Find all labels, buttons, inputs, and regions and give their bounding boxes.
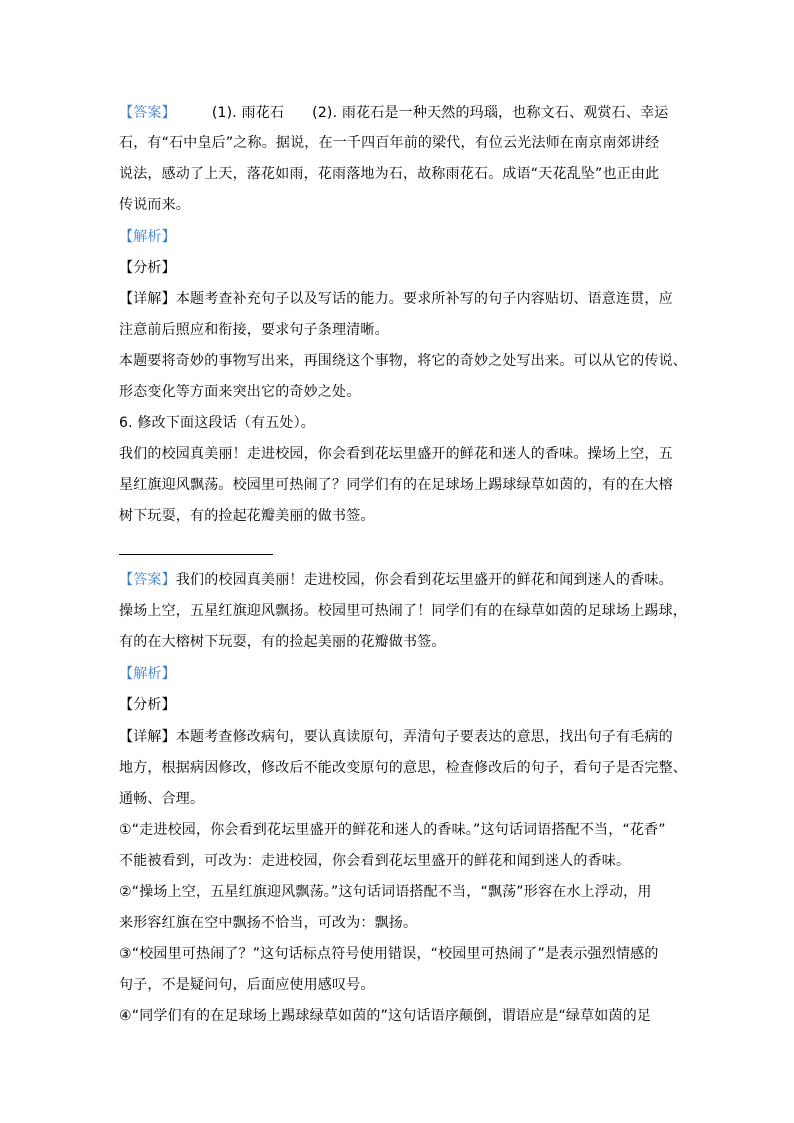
q6-passage: 星红旗迎风飘荡。校园里可热闹了？同学们有的在足球场上踢球绿草如茵的，有的在大榕 bbox=[119, 477, 673, 493]
analysis-tag: 【解析】 bbox=[119, 229, 176, 245]
q6-detail-line: 【详解】本题考查修改病句，要认真读原句，弄清句子要表达的意思，找出句子有毛病的 bbox=[119, 729, 673, 745]
q5-detail-line: 【详解】本题考查补充句子以及写话的能力。要求所补写的句子内容贴切、语意连贯，应 bbox=[119, 291, 673, 307]
q6-answer-text: 操场上空，五星红旗迎风飘扬。校园里可热闹了！同学们有的在绿草如茵的足球场上踢球， bbox=[119, 603, 687, 619]
analysis-tag: 【解析】 bbox=[119, 666, 176, 682]
q6-detail-text: ②“操场上空，五星红旗迎风飘荡。”这句话词语搭配不当，“飘荡”形容在水上浮动，用 bbox=[119, 884, 652, 900]
fenxi-tag: 【分析】 bbox=[119, 260, 176, 276]
q5-detail-text: 形态变化等方面来突出它的奇妙之处。 bbox=[119, 384, 361, 400]
q6-detail-text: 来形容红旗在空中飘扬不恰当，可改为：飘扬。 bbox=[119, 915, 418, 931]
q6-detail-text: 不能被看到，可改为：走进校园，你会看到花坛里盛开的鲜花和闻到迷人的香味。 bbox=[119, 853, 631, 869]
q5-detail-text: 注意前后照应和衔接，要求句子条理清晰。 bbox=[119, 322, 389, 338]
q5-answer-text: 传说而来。 bbox=[119, 197, 190, 213]
q6-detail-text: 通畅、合理。 bbox=[119, 791, 205, 807]
q6-detail-text: 句子，不是疑问句，后面应使用感叹号。 bbox=[119, 977, 375, 993]
q6-detail-text: ③“校园里可热闹了？”这句话标点符号使用错误，“校园里可热闹了”是表示强烈情感的 bbox=[119, 946, 659, 962]
detail-tag: 【详解】 bbox=[119, 291, 176, 307]
q6-question: 6. 修改下面这段话（有五处）。 bbox=[119, 415, 316, 431]
q5-detail-text: 本题要将奇妙的事物写出来，再围绕这个事物，将它的奇妙之处写出来。可以从它的传说、 bbox=[119, 353, 687, 369]
q6-answer-line: 【答案】我们的校园真美丽！走进校园，你会看到花坛里盛开的鲜花和闻到迷人的香味。 bbox=[119, 572, 673, 588]
q6-passage: 我们的校园真美丽！走进校园，你会看到花坛里盛开的鲜花和迷人的香味。操场上空，五 bbox=[119, 446, 673, 462]
answer-tag: 【答案】 bbox=[119, 572, 176, 588]
q6-detail-text: ④“同学们有的在足球场上踢球绿草如茵的”这句话语序颠倒，谓语应是“绿草如茵的足 bbox=[119, 1008, 652, 1024]
fenxi-tag: 【分析】 bbox=[119, 697, 176, 713]
detail-tag: 【详解】 bbox=[119, 729, 176, 745]
q6-detail-text: ①“走进校园，你会看到花坛里盛开的鲜花和迷人的香味。”这句话词语搭配不当，“花香” bbox=[119, 822, 666, 838]
q6-passage: 树下玩耍，有的捡起花瓣美丽的做书签。 bbox=[119, 508, 375, 524]
q5-answer-text: 说法，感动了上天，落花如雨，花雨落地为石，故称雨花石。成语“天花乱坠”也正由此 bbox=[119, 166, 660, 182]
answer-tag: 【答案】 bbox=[119, 105, 176, 121]
q6-answer-text: 有的在大榕树下玩耍，有的捡起美丽的花瓣做书签。 bbox=[119, 634, 446, 650]
q5-answer-line bbox=[119, 103, 669, 123]
q5-answer-text: 石，有“石中皇后”之称。据说，在一千四百年前的梁代，有位云光法师在南京南郊讲经 bbox=[119, 135, 660, 151]
answer-part-1: (1). 雨花石 bbox=[211, 105, 285, 121]
answer-blank-line bbox=[119, 554, 273, 555]
q6-detail-text: 地方，根据病因修改，修改后不能改变原句的意思，检查修改后的句子，看句子是否完整、 bbox=[119, 760, 687, 776]
answer-part-2: (2). 雨花石是一种天然的玛瑙，也称文石、观赏石、幸运 bbox=[312, 105, 669, 121]
